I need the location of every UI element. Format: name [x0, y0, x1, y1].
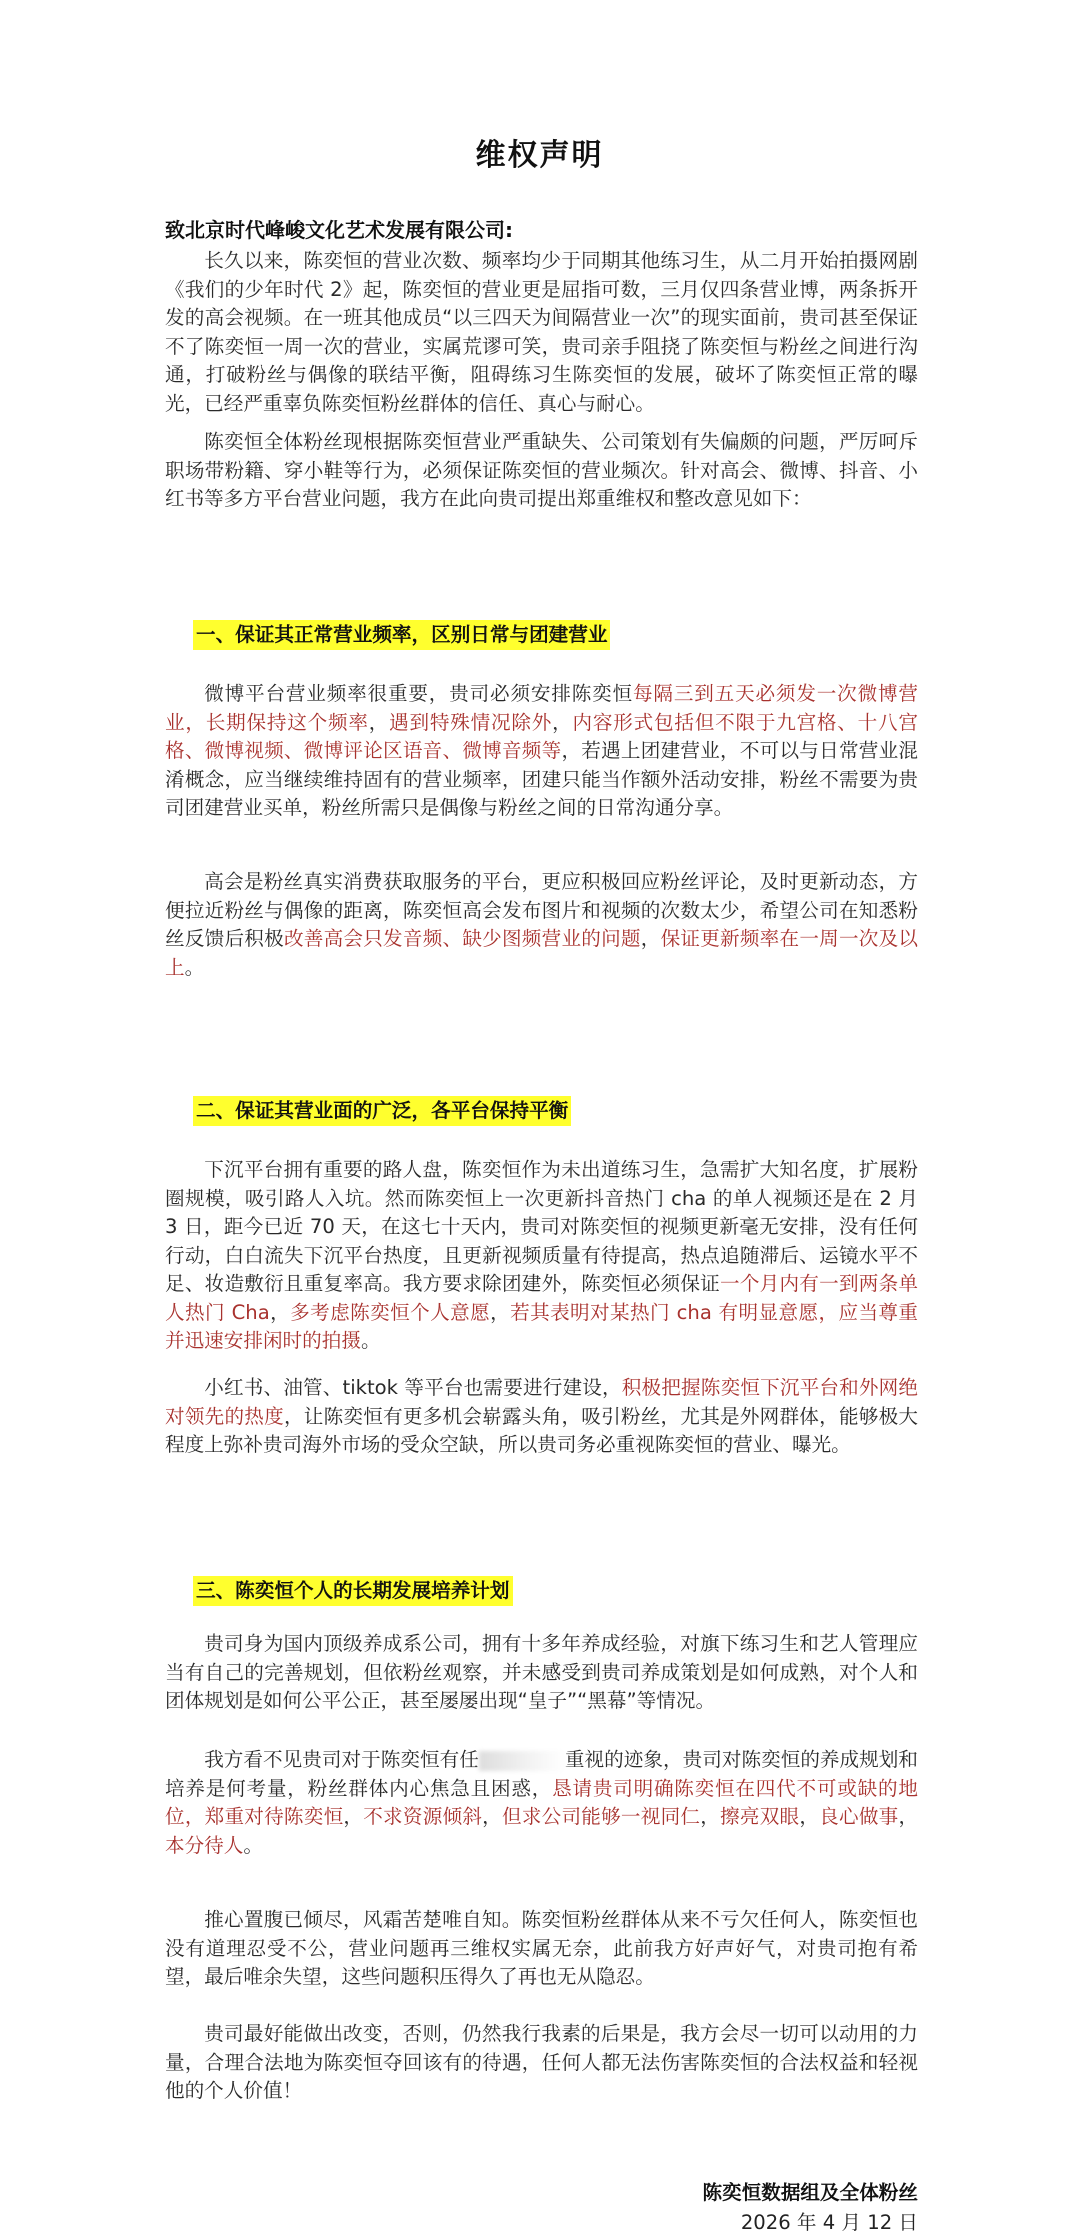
body-text: 。 [184, 955, 205, 979]
paragraph [165, 1906, 918, 1992]
emphasis-text: 恳请贵司明确陈奕恒在四代不可或缺的地位，郑重对待陈奕恒 [165, 1776, 919, 1828]
body-text: ，若遇上团建营业，不可以与日常营业混淆概念，应当继续维持固有的营业频率，团建只能当作额外活动安排，粉丝不需要为贵司团建营业买单，粉丝所需只是偶像与粉丝之间的日常沟通分享。 [165, 739, 919, 819]
body-text: ， [343, 1805, 364, 1828]
body-text: 。 [243, 1833, 263, 1857]
paragraph [165, 1374, 918, 1460]
emphasis-text: 内容形式包括但不限于九宫格、十八宫格、微博视频、微博评论区语音、微博音频等 [165, 710, 919, 762]
body-text: 高会是粉丝真实消费获取服务的平台，更应积极回应粉丝评论，及时更新动态，方便拉近粉丝与偶像的距离，陈奕恒高会发布图片和视频的次数太少，希望公司在知悉粉丝反馈后积极 [165, 870, 918, 950]
emphasis-text: 积极把握陈奕恒下沉平台和外网绝对领先的热度 [165, 1376, 919, 1428]
body-text: ， [898, 1805, 919, 1828]
body-text: ， [482, 1805, 502, 1828]
emphasis-text: 本分待人 [165, 1833, 244, 1857]
body-text: ， [269, 1300, 291, 1324]
emphasis-text: 保证更新频率在一周一次及以上 [165, 927, 919, 979]
body-text: 长久以来，陈奕恒的营业次数、频率均少于同期其他练习生，从二月开始拍摄网剧《我们的少年时代 2》起，陈奕恒的营业更是屈指可数，三月仅四条营业博，两条拆开发的高会视频。在一班其他成员“以三四天为间隔营业一次”的现实面前，贵司甚至保证不了陈奕恒一周一次的营业，实属荒谬可笑，贵司亲手阻挠了陈奕恒与粉丝之间进行沟通，打破粉丝与偶像的联结平衡，阻碍练习生陈奕恒的发展，破坏了陈奕恒正常的曝光，已经严重辜负陈奕恒粉丝群体的信任、真心与耐心。 [165, 249, 918, 415]
body-text: 贵司最好能做出改变，否则，仍然我行我素的后果是，我方会尽一切可以动用的力量，合理合法地为陈奕恒夺回该有的待遇，任何人都无法伤害陈奕恒的合法权益和轻视他的个人价值！ [165, 2022, 918, 2102]
emphasis-text: 遇到特殊情况除外 [389, 710, 553, 734]
section-heading-1: 一、保证其正常营业频率，区别日常与团建营业 [193, 620, 610, 650]
emphasis-text: 一个月内有一到两条单人热门 Cha [165, 1272, 919, 1324]
body-text: ， [368, 710, 390, 734]
body-text: 小红书、油管、tiktok 等平台也需要进行建设， [204, 1376, 622, 1399]
body-text: 推心置腹已倾尽，风霜苦楚唯自知。陈奕恒粉丝群体从来不亏欠任何人，陈奕恒也没有道理忍受不公，营业问题再三维权实属无奈，此前我方好声好气，对贵司抱有希望，最后唯余失望，这些问题积压得久了再也无从隐忍。 [165, 1908, 918, 1988]
paragraph [165, 1156, 918, 1356]
paragraph [165, 247, 918, 418]
body-text: 贵司身为国内顶级养成系公司，拥有十多年养成经验，对旗下练习生和艺人管理应当有自己的完善规划，但依粉丝观察，并未感受到贵司养成策划是如何成熟，对个人和团体规划是如何公平公正，甚至屡屡出现“皇子”“黑幕”等情况。 [165, 1632, 918, 1712]
body-text: ， [799, 1805, 820, 1828]
emphasis-text: 多考虑陈奕恒个人意愿 [290, 1300, 491, 1324]
body-text: ，让陈奕恒有更多机会崭露头角，吸引粉丝，尤其是外网群体，能够极大程度上弥补贵司海外市场的受众空缺，所以贵司务必重视陈奕恒的营业、曝光。 [165, 1404, 919, 1456]
signature-date: 2026 年 4 月 12 日 [740, 2211, 918, 2234]
document-title: 维权声明 [475, 138, 604, 173]
paragraph [165, 1746, 918, 1860]
emphasis-text: 良心做事 [819, 1805, 899, 1828]
section-heading-2: 二、保证其营业面的广泛，各平台保持平衡 [193, 1096, 571, 1126]
body-text: ， [700, 1805, 721, 1828]
section-heading-3: 三、陈奕恒个人的长期发展培养计划 [193, 1576, 513, 1606]
emphasis-text: 但求公司能够一视同仁 [502, 1805, 701, 1828]
paragraph [165, 428, 918, 514]
body-text: 我方看不见贵司对于陈奕恒有任 [204, 1748, 479, 1771]
body-text: 陈奕恒全体粉丝现根据陈奕恒营业严重缺失、公司策划有失偏颇的问题，严厉呵斥职场带粉籍、穿小鞋等行为，必须保证陈奕恒的营业频次。针对高会、微博、抖音、小红书等多方平台营业问题，我方在此向贵司提出郑重维权和整改意见如下： [165, 430, 918, 510]
body-text: 重视的迹象，贵司对陈奕恒的养成规划和培养是何考量，粉丝群体内心焦急且困惑， [165, 1748, 919, 1800]
paragraph [165, 1630, 918, 1716]
emphasis-text: 改善高会只发音频、缺少图频营业的问题 [283, 927, 641, 950]
body-text: ， [552, 710, 573, 734]
body-text: ， [490, 1300, 511, 1324]
paragraph [165, 680, 918, 823]
paragraph [165, 2020, 918, 2106]
signature-name: 陈奕恒数据组及全体粉丝 [702, 2181, 918, 2204]
body-text: 下沉平台拥有重要的路人盘，陈奕恒作为未出道练习生，急需扩大知名度，扩展粉圈规模，吸引路人入坑。然而陈奕恒上一次更新抖音热门 cha 的单人视频还是在 2 月 3 日，距今已近 70 天，在这七十天内，贵司对陈奕恒的视频更新毫无安排，没有任何行动，白白流失下沉平台热度，且更新视频质量有待提高，热点追随滞后、运镜水平不足、妆造敷衍且重复率高。我方要求除团建外，陈奕恒必须保证 [165, 1158, 918, 1295]
emphasis-text: 每隔三到五天必须发一次微博营业，长期保持这个频率 [165, 682, 919, 734]
body-text: ， [640, 927, 661, 950]
body-text: 微博平台营业频率很重要，贵司必须安排陈奕恒 [204, 682, 633, 705]
emphasis-text: 擦亮双眼 [720, 1805, 800, 1828]
emphasis-text: 若其表明对某热门 cha 有明显意愿，应当尊重并迅速安排闲时的拍摄 [165, 1300, 919, 1352]
emphasis-text: 不求资源倾斜 [363, 1805, 483, 1828]
redacted-blur [479, 1751, 565, 1771]
body-text: 。 [360, 1329, 381, 1352]
salutation: 致北京时代峰峻文化艺术发展有限公司: [165, 218, 513, 242]
paragraph [165, 868, 918, 982]
